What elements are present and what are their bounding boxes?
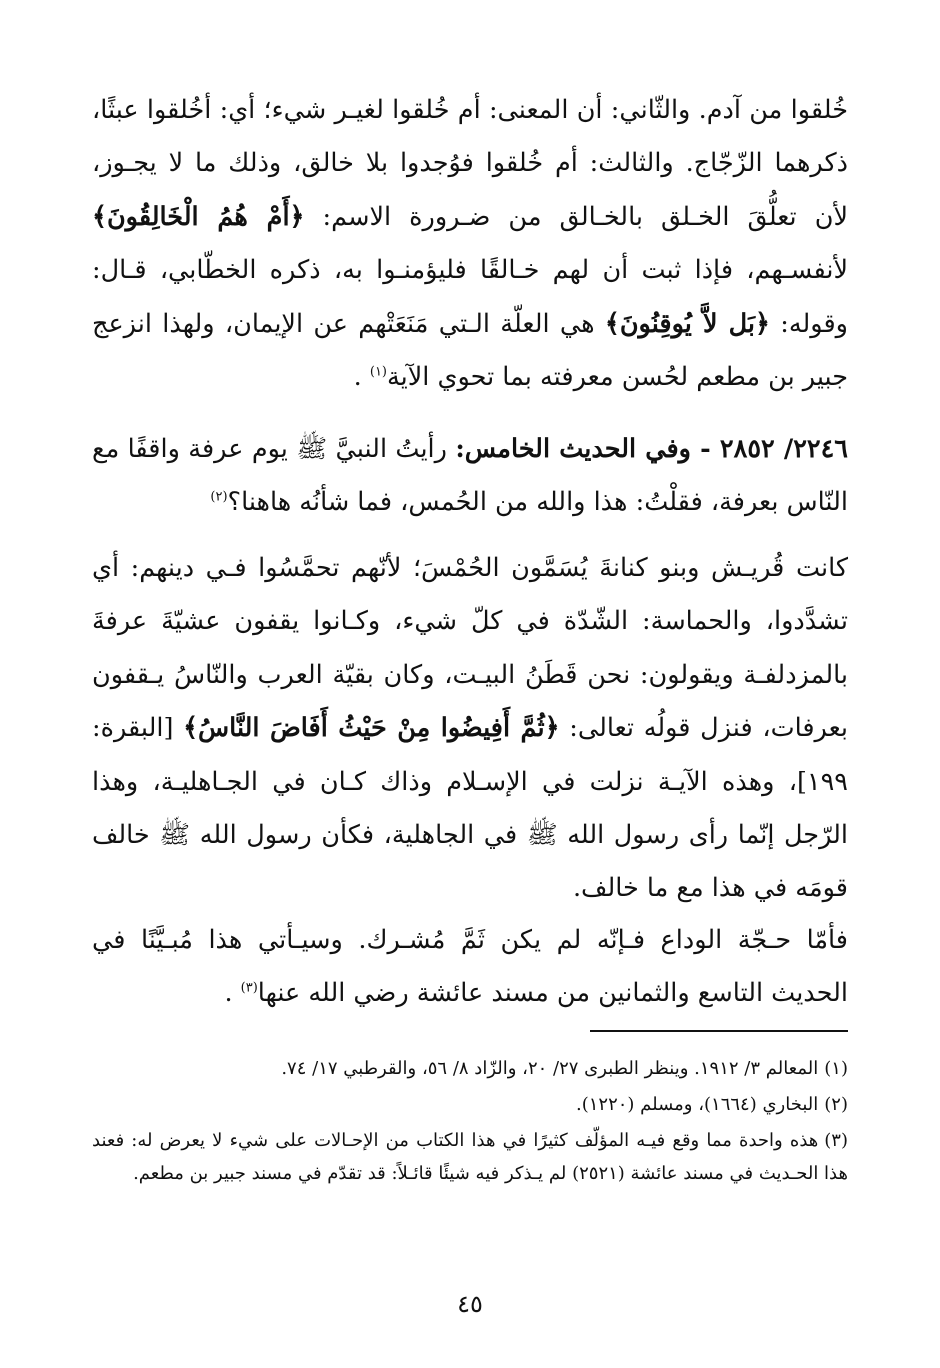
footnotes-list xyxy=(92,1052,848,1193)
commentary-paragraph-2 xyxy=(92,542,848,916)
footnote-number: (٢) xyxy=(824,1094,848,1115)
footnote-item xyxy=(92,1052,848,1085)
salawat-icon: ﷺ xyxy=(526,820,558,851)
paragraph-text: . xyxy=(224,978,241,1009)
paragraph-text: هي العلّة الـتي مَنَعَتْهم عن الإيمان، ولهذا انزعج جبير بن مطعم لحُسن معرفته بما تحوي الآية xyxy=(92,308,848,393)
footnote-number: (١) xyxy=(824,1058,848,1079)
footnote-reference[interactable]: (٢) xyxy=(210,489,228,505)
paragraph-text: لأنفسـهم، فإذا ثبت أن لهم خـالقًا فليؤمنـوا به، ذكره الخطّابي، قـال: وقوله: xyxy=(92,255,848,339)
footnote-text: هذه واحدة مما وقع فيـه المؤلّف كثيرًا في هذا الكتاب من الإحـالات على شيء لا يعرض له: فعند هذا الحـديث في مسند عائشة (٢٥٢١) لم يـذكر فيه شيئًا قائـلاً: قد تقدّم في مسند جبير بن مطعم. xyxy=(92,1130,848,1184)
quran-quote: ﴿بَل لاَّ يُوقِنُونَ﴾ xyxy=(604,308,770,339)
commentary-paragraph-1 xyxy=(92,84,848,404)
footnote-text: البخاري (١٦٦٤)، ومسلم (١٢٢٠). xyxy=(575,1094,819,1115)
footnote-separator xyxy=(590,1030,848,1032)
paragraph-text: خُلقوا من آدم. والثّاني: أن المعنى: أم خُلقوا لغيـر شيء؛ أي: أخُلقوا عبثًا، ذكرهما الزّجّاج. والثالث: أم خُلقوا فوُجدوا بلا خالق، وذلك ما لا يجـوز، لأن تعلُّقَ الخـلق بالخـالق من ضـرورة الاسم: xyxy=(92,95,848,232)
paragraph-text: فأمّا حـجّة الوداع فـإنّه لم يكن ثَمَّ مُشـرك. وسيـأتي هذا مُبـيَّنًا في الحديث التاسع والثمانين من مسند عائشة رضي الله عنها xyxy=(92,925,848,1009)
footnote-reference[interactable]: (٣) xyxy=(240,980,258,996)
footnote-text: المعالم ٣/ ١٩١٢. وينظر الطبرى ٢٧/ ٢٠، والزّاد ٨/ ٥٦، والقرطبي ١٧/ ٧٤. xyxy=(281,1058,819,1079)
footnote-reference[interactable]: (١) xyxy=(369,364,387,380)
hadith-number: ٢٢٤٦/ ٢٨٥٢ xyxy=(719,434,849,464)
hadith-paragraph xyxy=(92,423,848,530)
quran-quote: ﴿ثُمَّ أَفِيضُوا مِنْ حَيْثُ أَفَاضَ النَّاسُ﴾ xyxy=(183,713,560,744)
footnote-number: (٣) xyxy=(824,1130,848,1151)
footnote-item xyxy=(92,1124,848,1190)
page-number: ٤٥ xyxy=(457,1290,483,1318)
paragraph-text: . xyxy=(353,362,370,393)
paragraph-text: في الجاهلية، فكأن رسول الله xyxy=(190,820,527,851)
paragraph-text: رأيتُ النبيَّ xyxy=(327,434,456,464)
paragraph-text: ، وهذه الآيـة نزلت في الإسـلام وذاك كـان في الجـاهليـة، وهذا الرّجل إنّما رأى رسول الله xyxy=(92,766,848,851)
verse-citation: [البقرة: ١٩٩] xyxy=(92,713,848,797)
quran-quote: ﴿أَمْ هُمُ الْخَالِقُونَ﴾ xyxy=(92,201,305,232)
paragraph-text: كانت قُريـش وبنو كنانةَ يُسَمَّون الحُمْسَ؛ لأنّهم تحمَّسُوا فـي دينهم: أي تشدَّدوا، والحماسة: الشّدّة في كلّ شيء، وكـانوا يقفون عشيّةَ عرفةَ بالمزدلفـة ويقولون: نحن قَطَنُ البيـت، وكان بقيّة العرب والنّاسُ يـقفون بعرفات، فنزل قولُه تعالى: xyxy=(92,553,848,744)
salawat-icon: ﷺ xyxy=(296,434,328,464)
paragraph-text: خالف قومَه في هذا مع ما خالف. xyxy=(92,820,848,904)
salawat-icon: ﷺ xyxy=(159,820,191,851)
commentary-paragraph-3 xyxy=(92,914,848,1021)
hadith-heading: - وفي الحديث الخامس: xyxy=(455,434,720,464)
footnote-item xyxy=(92,1088,848,1121)
paragraph-text: يوم عرفة واقفًا مع النّاس بعرفة، فقلْتُ: هذا والله من الحُمس، فما شأنُه هاهنا؟ xyxy=(92,434,848,518)
